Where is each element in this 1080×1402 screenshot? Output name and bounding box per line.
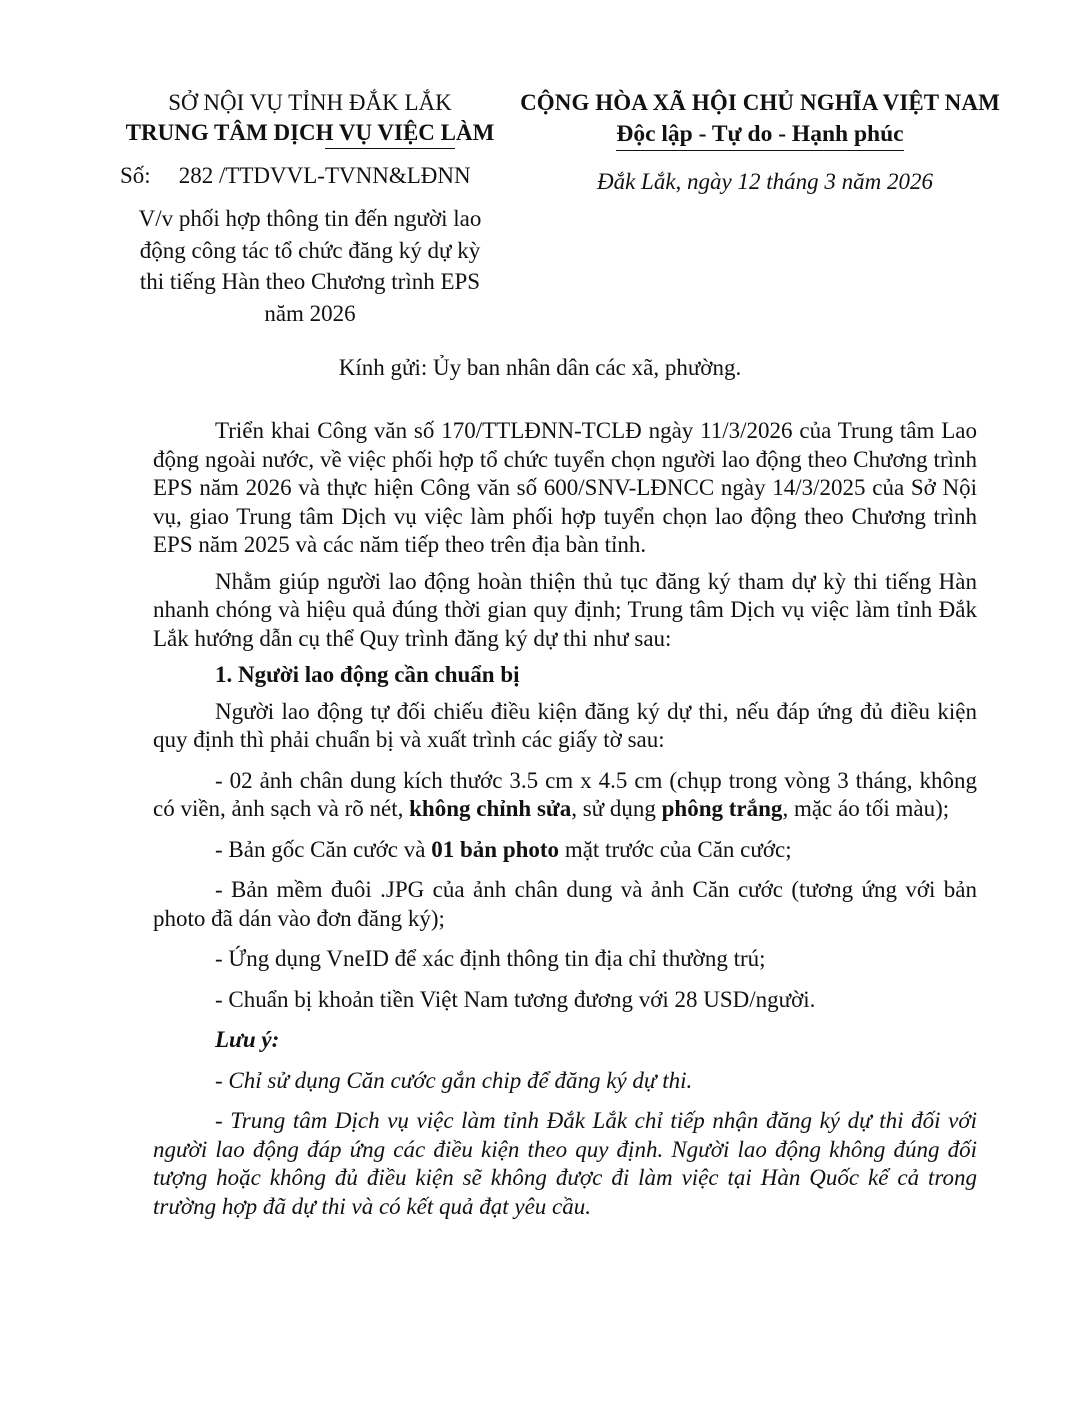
item-text: , mặc áo tối màu); bbox=[782, 796, 950, 821]
item-emphasis: phông trắng bbox=[661, 796, 783, 821]
national-title: CỘNG HÒA XÃ HỘI CHỦ NGHĨA VIỆT NAM bbox=[520, 90, 1000, 115]
subject-line: V/v phối hợp thông tin đến người lao bbox=[138, 206, 482, 231]
document-subject bbox=[110, 203, 510, 329]
list-item-photos bbox=[153, 767, 977, 824]
note-item: - Chỉ sử dụng Căn cước gắn chip để đăng ký dự thi. bbox=[215, 1067, 693, 1093]
item-text: mặt trước của Căn cước; bbox=[559, 836, 792, 862]
unit-underline bbox=[325, 148, 455, 149]
item-text: - 02 ảnh chân dung kích thước 3.5 cm x 4.5 cm (chụp trong vòng 3 tháng, không có viền, ảnh sạch và rõ nét, bbox=[153, 767, 977, 821]
national-header-block bbox=[500, 88, 1020, 197]
national-motto: Độc lập - Tự do - Hạnh phúc bbox=[616, 118, 903, 151]
document-date: Đắk Lắk, ngày 12 tháng 3 năm 2026 bbox=[596, 169, 934, 194]
unit-name: TRUNG TÂM DỊCH VỤ VIỆC LÀM bbox=[125, 120, 495, 145]
note-item: - Trung tâm Dịch vụ việc làm tỉnh Đắk Lắk chỉ tiếp nhận đăng ký dự thi đối với người lao động đáp ứng các điều kiện theo quy định. Người lao động không đúng đối tượng hoặc không đủ điều kiện sẽ không được đi làm việc tại Hàn Quốc kể cả trong trường hợp đã dự thi và có kết quả đạt yêu cầu. bbox=[153, 1108, 977, 1219]
subject-line: thi tiếng Hàn theo Chương trình EPS bbox=[139, 269, 481, 294]
item-emphasis: không chỉnh sửa bbox=[409, 796, 572, 821]
paragraph-purpose: Nhằm giúp người lao động hoàn thiện thủ tục đăng ký tham dự kỳ thi tiếng Hàn nhanh chóng và hiệu quả đúng thời gian quy định; Trung tâm Dịch vụ việc làm tỉnh Đắk Lắk hướng dẫn cụ thể Quy trình đăng ký dự thi như sau: bbox=[153, 568, 977, 651]
list-item-fee: - Chuẩn bị khoản tiền Việt Nam tương đương với 28 USD/người. bbox=[215, 986, 816, 1012]
document-number bbox=[110, 161, 510, 191]
recipient-line: Kính gửi: Ủy ban nhân dân các xã, phường. bbox=[338, 355, 742, 380]
item-emphasis: 01 bản photo bbox=[431, 836, 560, 862]
list-item-id-card bbox=[153, 836, 977, 865]
item-text: - Bản gốc Căn cước và bbox=[215, 836, 432, 862]
document-number-label: Số: bbox=[120, 163, 151, 188]
document-body bbox=[153, 417, 977, 1221]
list-item-vneid: - Ứng dụng VneID để xác định thông tin địa chỉ thường trú; bbox=[215, 946, 766, 971]
section-intro: Người lao động tự đối chiếu điều kiện đăng ký dự thi, nếu đáp ứng đủ điều kiện quy định thì phải chuẩn bị và xuất trình các giấy tờ sau: bbox=[153, 698, 977, 752]
issuing-agency-block bbox=[110, 88, 510, 329]
subject-line: năm 2026 bbox=[264, 300, 356, 326]
paragraph-implementation: Triển khai Công văn số 170/TTLĐNN-TCLĐ ngày 11/3/2026 của Trung tâm Lao động ngoài nước, về việc phối hợp tổ chức tuyển chọn người lao động theo Chương trình EPS năm 2026 và thực hiện Công văn số 600/SNV-LĐNCC ngày 14/3/2025 của Sở Nội vụ, giao Trung tâm Dịch vụ việc làm phối hợp tuyển chọn lao động theo Chương trình EPS năm 2025 và các năm tiếp theo trên địa bàn tỉnh. bbox=[153, 418, 977, 557]
list-item-soft-copy: - Bản mềm đuôi .JPG của ảnh chân dung và ảnh Căn cước (tương ứng với bản photo đã dán vào đơn đăng ký); bbox=[153, 877, 977, 931]
subject-line: động công tác tổ chức đăng ký dự kỳ bbox=[139, 237, 481, 263]
agency-name: SỞ NỘI VỤ TỈNH ĐẮK LẮK bbox=[168, 90, 452, 115]
section-heading: 1. Người lao động cần chuẩn bị bbox=[215, 662, 520, 687]
document-number-value: 282 /TTDVVL-TVNN&LĐNN bbox=[178, 163, 471, 188]
note-heading: Lưu ý: bbox=[215, 1027, 280, 1052]
item-text: , sử dụng bbox=[571, 796, 662, 821]
